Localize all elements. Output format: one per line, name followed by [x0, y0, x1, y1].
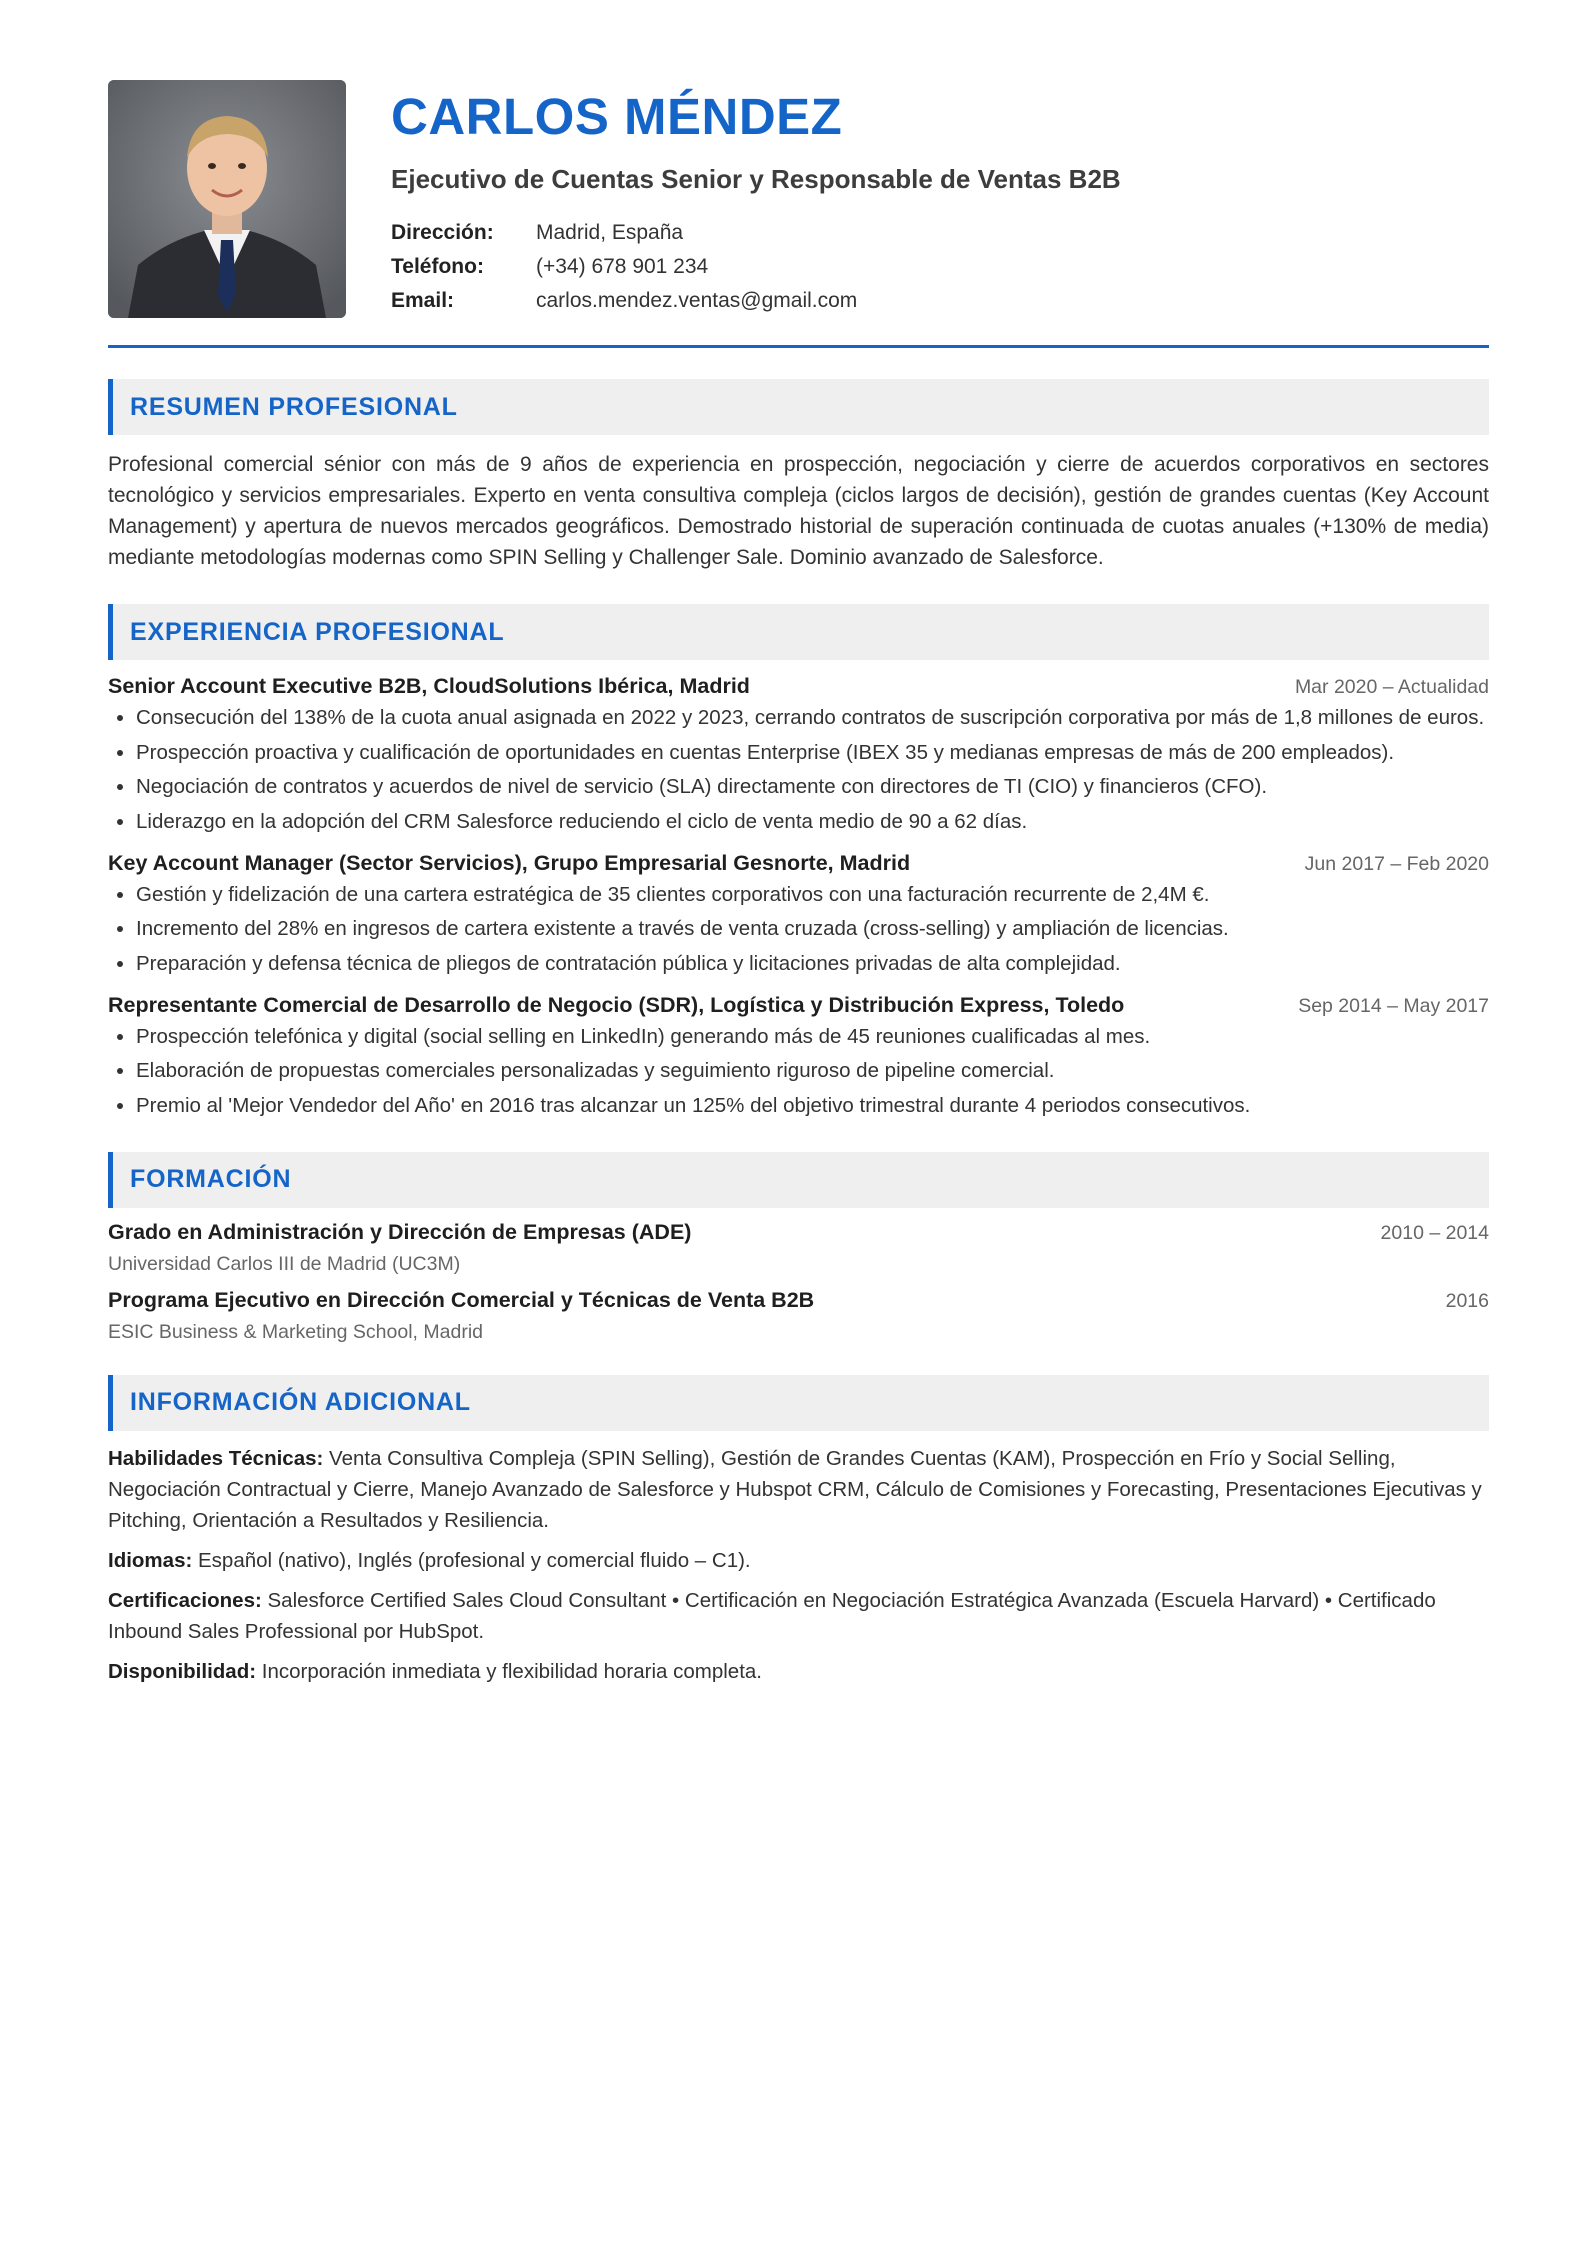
info-label: Habilidades Técnicas: — [108, 1446, 324, 1470]
education-dates: 2016 — [1445, 1289, 1489, 1312]
email-value: carlos.mendez.ventas@gmail.com — [536, 289, 858, 312]
job-role: Key Account Manager (Sector Servicios), Grupo Empresarial Gesnorte, Madrid — [108, 850, 911, 875]
bullet-item: • Prospección telefónica y digital (social selling en LinkedIn) generando más de 45 reuniones cualificadas al mes. — [136, 1022, 1489, 1052]
additional-info — [108, 1443, 1489, 1687]
summary-text: Profesional comercial sénior con más de 9 años de experiencia en prospección, negociación y cierre de acuerdos corporativos en sectores tecnológico y servicios empresariales. Experto en venta consultiva compleja (ciclos largos de decisión), gestión de grandes cuentas (Key Account Management) y apertura de nuevos mercados geográficos. Demostrado historial de superación continuada de cuotas anuales (+130% de media) mediante metodologías modernas como SPIN Selling y Challenger Sale. Dominio avanzado de Salesforce. — [108, 453, 1489, 569]
header-text — [391, 80, 1489, 318]
degree-name: Programa Ejecutivo en Dirección Comercial y Técnicas de Venta B2B — [108, 1287, 815, 1312]
bullet-item: • Consecución del 138% de la cuota anual asignada en 2022 y 2023, cerrando contratos de suscripción corporativa por más de 1,8 millones de euros. — [136, 703, 1489, 733]
section-title: EXPERIENCIA PROFESIONAL — [130, 617, 505, 646]
job-dates: Jun 2017 – Feb 2020 — [1304, 852, 1489, 875]
contact-row — [391, 284, 1489, 318]
bullet-item: • Preparación y defensa técnica de pliegos de contratación pública y licitaciones privadas de alta complejidad. — [136, 949, 1489, 979]
bullet-item: • Liderazgo en la adopción del CRM Salesforce reduciendo el ciclo de venta medio de 90 a 62 días. — [136, 807, 1489, 837]
candidate-title: Ejecutivo de Cuentas Senior y Responsable de Ventas B2B — [391, 164, 1121, 194]
job-dates: Sep 2014 – May 2017 — [1298, 994, 1489, 1017]
info-label: Idiomas: — [108, 1548, 193, 1572]
bullet-item: • Premio al 'Mejor Vendedor del Año' en 2016 tras alcanzar un 125% del objetivo trimestral durante 4 periodos consecutivos. — [136, 1091, 1489, 1121]
contact-row — [391, 250, 1489, 284]
section-title: FORMACIÓN — [130, 1165, 292, 1193]
section-heading-additional — [108, 1375, 1489, 1431]
header-divider — [108, 345, 1489, 348]
contact-label: Teléfono: — [391, 255, 484, 278]
job-dates: Mar 2020 – Actualidad — [1294, 676, 1489, 698]
phone-value: (+34) 678 901 234 — [536, 255, 709, 278]
job-bullets — [108, 880, 1489, 979]
education-entry — [108, 1220, 1489, 1276]
school-name: Universidad Carlos III de Madrid (UC3M) — [108, 1252, 461, 1275]
info-item — [108, 1545, 1489, 1576]
resume-page — [108, 80, 1489, 1696]
bullet-item: • Incremento del 28% en ingresos de cartera existente a través de venta cruzada (cross-selling) y ampliación de licencias. — [136, 914, 1489, 944]
section-heading-summary — [108, 379, 1489, 435]
candidate-name: CARLOS MÉNDEZ — [391, 88, 843, 145]
job-entry — [108, 674, 1489, 837]
job-entry — [108, 993, 1489, 1121]
contact-row — [391, 216, 1489, 250]
job-role: Representante Comercial de Desarrollo de Negocio (SDR), Logística y Distribución Express, Toledo — [108, 992, 1125, 1017]
school-name: ESIC Business & Marketing School, Madrid — [108, 1320, 483, 1343]
info-text: Salesforce Certified Sales Cloud Consultant • Certificación en Negociación Estratégica Avanzada (Escuela Harvard) • Certificado Inbound Sales Professional por HubSpot. — [108, 1588, 1436, 1643]
info-item — [108, 1443, 1489, 1536]
info-label: Disponibilidad: — [108, 1659, 257, 1683]
degree-name: Grado en Administración y Dirección de Empresas (ADE) — [108, 1219, 692, 1244]
bullet-item: • Negociación de contratos y acuerdos de nivel de servicio (SLA) directamente con directores de TI (CIO) y financieros (CFO). — [136, 772, 1489, 802]
job-bullets — [108, 703, 1489, 837]
section-title: INFORMACIÓN ADICIONAL — [130, 1388, 471, 1416]
info-text: Español (nativo), Inglés (profesional y comercial fluido – C1). — [192, 1548, 751, 1572]
info-label: Certificaciones: — [108, 1588, 262, 1612]
education-entry — [108, 1288, 1489, 1344]
address-value: Madrid, España — [536, 221, 684, 244]
bullet-item: • Prospección proactiva y cualificación de oportunidades en cuentas Enterprise (IBEX 35 y medianas empresas de más de 200 empleados). — [136, 738, 1489, 768]
section-heading-experience — [108, 604, 1489, 660]
section-heading-education — [108, 1152, 1489, 1208]
contact-label: Email: — [391, 289, 455, 312]
bullet-item: • Elaboración de propuestas comerciales personalizadas y seguimiento riguroso de pipeline comercial. — [136, 1056, 1489, 1086]
info-item — [108, 1585, 1489, 1647]
profile-photo — [108, 80, 346, 318]
info-item — [108, 1656, 1489, 1687]
resume-header — [108, 80, 1489, 318]
bullet-item: • Gestión y fidelización de una cartera estratégica de 35 clientes corporativos con una facturación recurrente de 2,4M €. — [136, 880, 1489, 910]
job-entry — [108, 851, 1489, 979]
contact-details — [391, 216, 1489, 318]
education-dates: 2010 – 2014 — [1380, 1221, 1489, 1244]
contact-label: Dirección: — [391, 221, 494, 244]
info-text: Venta Consultiva Compleja (SPIN Selling), Gestión de Grandes Cuentas (KAM), Prospección en Frío y Social Selling, Negociación Contractual y Cierre, Manejo Avanzado de Salesforce y Hubspot CRM, Cálculo de Comisiones y Forecasting, Presentaciones Ejecutivas y Pitching, Orientación a Resultados y Resiliencia. — [108, 1446, 1482, 1532]
section-title: RESUMEN PROFESIONAL — [130, 392, 458, 421]
job-role: Senior Account Executive B2B, CloudSolutions Ibérica, Madrid — [108, 674, 750, 698]
info-text: Incorporación inmediata y flexibilidad horaria completa. — [256, 1659, 762, 1683]
job-bullets — [108, 1022, 1489, 1121]
